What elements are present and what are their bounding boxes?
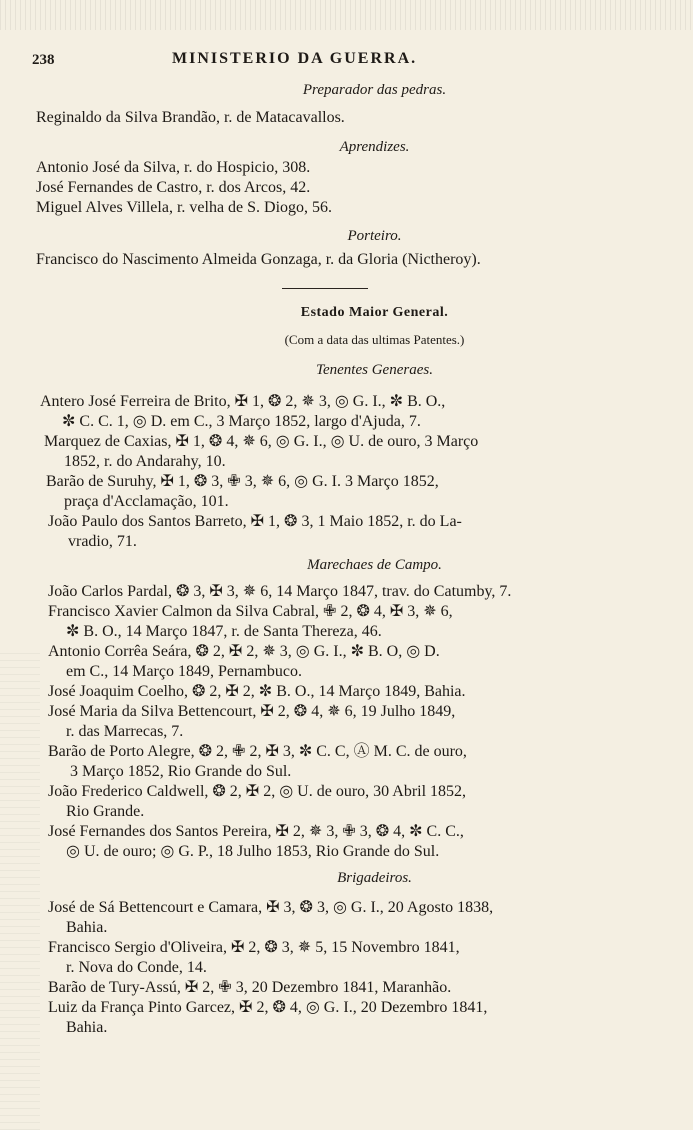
entry-line: Barão de Tury-Assú, ✠ 2, ✙ 3, 20 Dezembro 1841, Maranhão. xyxy=(48,979,452,996)
entry-line: ◎ U. de ouro; ◎ G. P., 18 Julho 1853, Rio Grande do Sul. xyxy=(66,843,440,860)
entry-line: r. Nova do Conde, 14. xyxy=(66,959,207,976)
entry-line: Bahia. xyxy=(66,919,108,936)
entry-line: Antero José Ferreira de Brito, ✠ 1, ❂ 2, ✵ 3, ◎ G. I., ✼ B. O., xyxy=(40,393,446,410)
section-estado-maior: Estado Maior General. xyxy=(300,305,449,320)
entry-line: Bahia. xyxy=(66,1019,108,1036)
page-number: 238 xyxy=(32,52,55,68)
entry-line: José Fernandes de Castro, r. dos Arcos, 42. xyxy=(36,179,311,196)
entry-line: ✼ C. C. 1, ◎ D. em C., 3 Março 1852, largo d'Ajuda, 7. xyxy=(62,413,421,430)
heading-aprendizes: Aprendizes. xyxy=(339,139,410,155)
entry-line: Rio Grande. xyxy=(66,803,145,820)
entry-line: João Paulo dos Santos Barreto, ✠ 1, ❂ 3, 1 Maio 1852, r. do La- xyxy=(48,513,462,530)
entry-line: Marquez de Caxias, ✠ 1, ❂ 4, ✵ 6, ◎ G. I., ◎ U. de ouro, 3 Março xyxy=(44,433,479,450)
entry-line: Luiz da França Pinto Garcez, ✠ 2, ❂ 4, ◎ G. I., 20 Dezembro 1841, xyxy=(48,999,488,1016)
entry-line: José Fernandes dos Santos Pereira, ✠ 2, ✵ 3, ✙ 3, ❂ 4, ✼ C. C., xyxy=(48,823,464,840)
entry-line: João Frederico Caldwell, ❂ 2, ✠ 2, ◎ U. de ouro, 30 Abril 1852, xyxy=(48,783,467,800)
entry-line: em C., 14 Março 1849, Pernambuco. xyxy=(66,663,302,680)
entry-line: José Joaquim Coelho, ❂ 2, ✠ 2, ✼ B. O., 14 Março 1849, Bahia. xyxy=(48,683,466,700)
entry-line: João Carlos Pardal, ❂ 3, ✠ 3, ✵ 6, 14 Março 1847, trav. do Catumby, 7. xyxy=(48,583,512,600)
scan-noise-left xyxy=(0,650,40,1130)
entry-line: Antonio José da Silva, r. do Hospicio, 308. xyxy=(36,159,311,176)
entry-line: ✼ B. O., 14 Março 1847, r. de Santa Thereza, 46. xyxy=(66,623,382,640)
heading-marechaes: Marechaes de Campo. xyxy=(307,557,442,573)
running-title: MINISTERIO DA GUERRA. xyxy=(172,50,418,67)
entry-line: Francisco Xavier Calmon da Silva Cabral, ✙ 2, ❂ 4, ✠ 3, ✵ 6, xyxy=(48,603,453,620)
entry-line: Barão de Suruhy, ✠ 1, ❂ 3, ✙ 3, ✵ 6, ◎ G. I. 3 Março 1852, xyxy=(46,473,439,490)
entry-line: r. das Marrecas, 7. xyxy=(66,723,184,740)
scan-noise-top xyxy=(0,0,693,30)
entry-line: Miguel Alves Villela, r. velha de S. Diogo, 56. xyxy=(36,199,333,216)
entry-line: José de Sá Bettencourt e Camara, ✠ 3, ❂ 3, ◎ G. I., 20 Agosto 1838, xyxy=(48,899,494,916)
heading-tenentes-generaes: Tenentes Generaes. xyxy=(316,362,433,378)
entry-line: praça d'Acclamação, 101. xyxy=(64,493,229,510)
entry-line: 3 Março 1852, Rio Grande do Sul. xyxy=(70,763,292,780)
heading-preparador: Preparador das pedras. xyxy=(302,82,447,98)
entry-line: Francisco Sergio d'Oliveira, ✠ 2, ❂ 3, ✵ 5, 15 Novembro 1841, xyxy=(48,939,460,956)
section-note: (Com a data das ultimas Patentes.) xyxy=(284,332,465,347)
entry-line: José Maria da Silva Bettencourt, ✠ 2, ❂ 4, ✵ 6, 19 Julho 1849, xyxy=(48,703,456,720)
heading-porteiro: Porteiro. xyxy=(347,228,402,244)
entry-line: Antonio Corrêa Seára, ❂ 2, ✠ 2, ✵ 3, ◎ G. I., ✼ B. O, ◎ D. xyxy=(48,643,440,660)
heading-brigadeiros: Brigadeiros. xyxy=(337,870,412,886)
entry-line: Barão de Porto Alegre, ❂ 2, ✙ 2, ✠ 3, ✼ C. C, Ⓐ M. C. de ouro, xyxy=(48,743,467,760)
entry-line: 1852, r. do Andarahy, 10. xyxy=(64,453,226,470)
section-rule xyxy=(282,288,368,289)
entry-line: Reginaldo da Silva Brandão, r. de Matacavallos. xyxy=(36,109,345,126)
entry-line: Francisco do Nascimento Almeida Gonzaga, r. da Gloria (Nictheroy). xyxy=(36,251,481,268)
entry-line: vradio, 71. xyxy=(68,533,137,550)
